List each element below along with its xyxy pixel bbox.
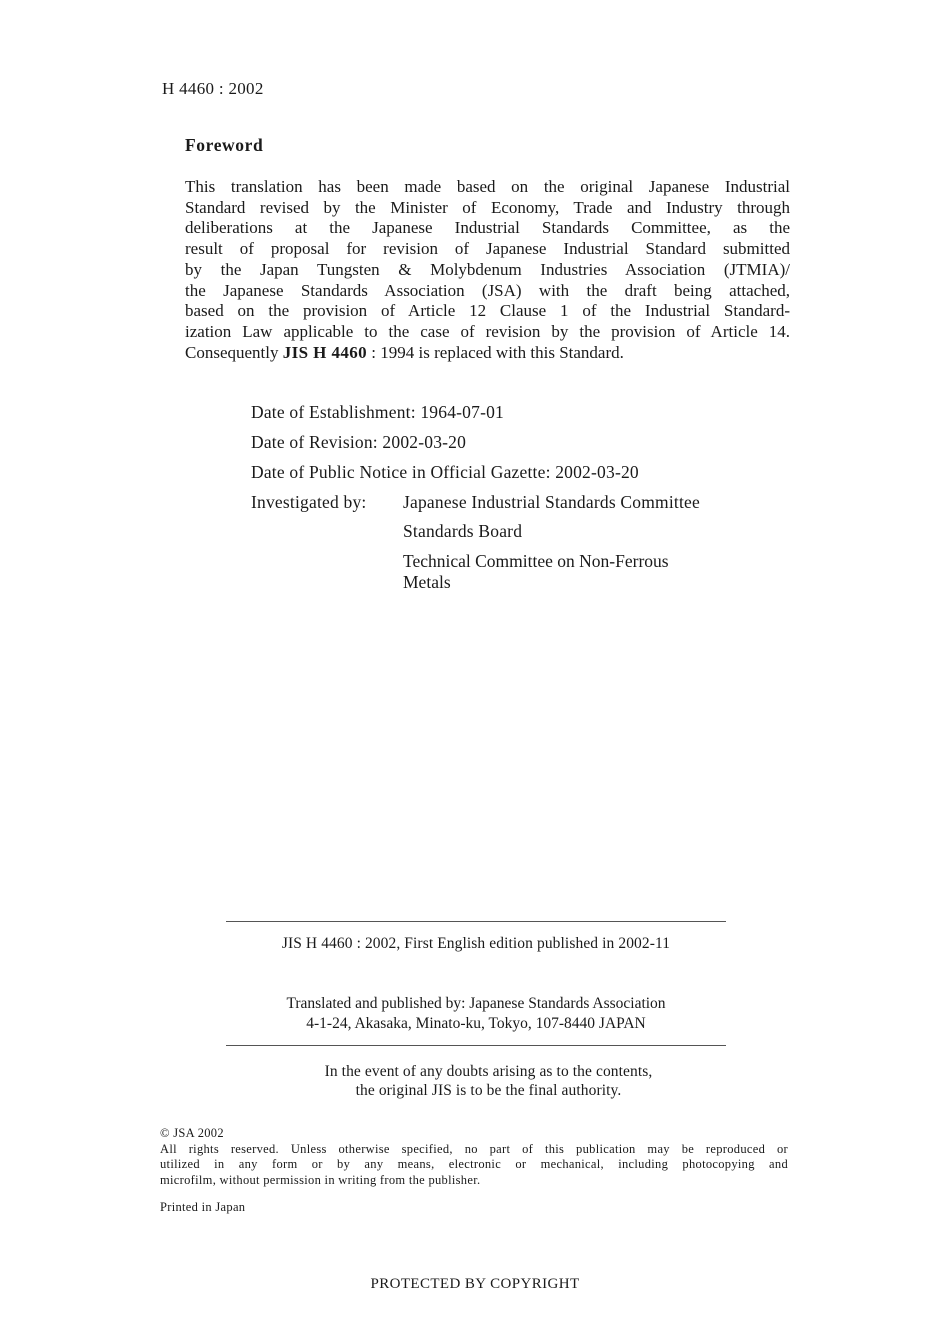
date-of-revision: Date of Revision: 2002-03-20 [251, 432, 467, 452]
standard-reference: JIS H 4460 [282, 342, 368, 362]
standard-dates-block [251, 401, 700, 593]
foreword-line: result of proposal for revision of Japanese Industrial Standard submitted [185, 239, 790, 259]
investigator-board: Standards Board [403, 521, 523, 541]
divider-bottom [226, 1045, 726, 1046]
authority-notice-line2: the original JIS is to be the final authority. [355, 1082, 622, 1099]
copyright-line: © JSA 2002 [160, 1126, 224, 1140]
investigated-by-row [251, 491, 700, 521]
foreword-line: deliberations at the Japanese Industrial Standards Committee, as the [185, 218, 790, 238]
authority-notice-line1: In the event of any doubts arising as to the contents, [324, 1063, 653, 1080]
rights-line: utilized in any form or by any means, electronic or mechanical, including photocopying and [160, 1157, 788, 1171]
copyright-block [160, 1126, 788, 1188]
divider-top [226, 921, 726, 922]
publisher-name: Translated and published by: Japanese Standards Association [286, 995, 666, 1012]
foreword-line-final [185, 343, 790, 364]
publisher-address: 4-1-24, Akasaka, Minato-ku, Tokyo, 107-8440 JAPAN [306, 1015, 646, 1032]
foreword-line: based on the provision of Article 12 Clause 1 of the Industrial Standard- [185, 301, 790, 321]
foreword-line: This translation has been made based on the original Japanese Industrial [185, 177, 790, 196]
replacement-text: : 1994 is replaced with this Standard. [367, 342, 624, 362]
edition-notice: JIS H 4460 : 2002, First English edition published in 2002-11 [281, 935, 671, 952]
printed-in-note: Printed in Japan [160, 1200, 246, 1214]
publisher-block [226, 994, 726, 1034]
document-id: H 4460 : 2002 [162, 79, 264, 98]
investigator-technical-committee: Technical Committee on Non-Ferrous [403, 551, 669, 571]
rights-line: All rights reserved. Unless otherwise specified, no part of this publication may be reproduced or [160, 1141, 788, 1156]
consequently-text: Consequently [185, 342, 283, 362]
investigator-technical-committee-cont: Metals [403, 572, 451, 592]
rights-line: microfilm, without permission in writing from the publisher. [160, 1172, 481, 1187]
foreword-line: the Japanese Standards Association (JSA) with the draft being attached, [185, 280, 790, 300]
date-of-establishment: Date of Establishment: 1964-07-01 [251, 402, 505, 422]
foreword-line: Standard revised by the Minister of Economy, Trade and Industry through [185, 197, 790, 217]
foreword-paragraph [185, 177, 790, 363]
date-of-public-notice: Date of Public Notice in Official Gazette: 2002-03-20 [251, 462, 639, 482]
foreword-line: by the Japan Tungsten & Molybdenum Industries Association (JTMIA)/ [185, 259, 790, 279]
investigator-committee: Japanese Industrial Standards Committee [403, 492, 700, 512]
foreword-heading: Foreword [185, 135, 264, 155]
authority-notice [226, 1062, 751, 1100]
foreword-line: ization Law applicable to the case of revision by the provision of Article 14. [185, 321, 790, 341]
copyright-protection-footer: PROTECTED BY COPYRIGHT [370, 1276, 580, 1292]
investigated-by-label: Investigated by: [251, 492, 367, 512]
